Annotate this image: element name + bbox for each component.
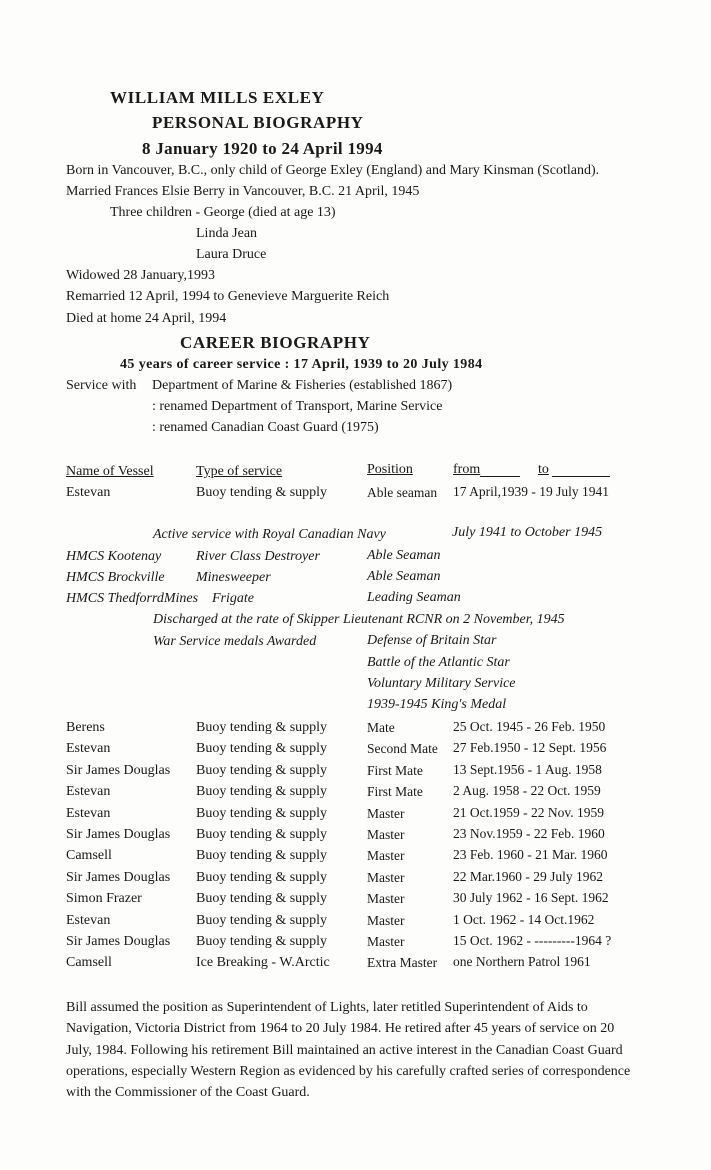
dates-cell: 17 April,1939 - 19 July 1941 (453, 484, 610, 499)
vessel-cell: Camsell (66, 955, 112, 971)
type-cell: Buoy tending & supply (196, 741, 328, 757)
header-rule (480, 476, 520, 477)
died-line: Died at home 24 April, 1994 (66, 311, 227, 326)
closing-paragraph: Bill assumed the position as Superintendent of Lights, later retitled Superintendent of Aids to Navigation, Victoria District from 1964 to 20 July 1984. He retired after 45 years of service on 20 July, 1984. Following his retirement Bill maintained an active interest in the Canadian Coast Guard operations, especially Western Region as evidenced by his carefully crafted series of correspondence with the Commissioner of the Coast Guard. (66, 1000, 631, 1101)
navy-position: Able Seaman (367, 569, 441, 584)
vessel-cell: Estevan (66, 912, 111, 928)
position-cell: Master (367, 869, 405, 885)
dates-cell: 30 July 1962 - 16 Sept. 1962 (453, 890, 609, 906)
dates-cell: 23 Feb. 1960 - 21 Mar. 1960 (453, 847, 608, 863)
navy-type: Minesweeper (196, 570, 271, 585)
header-to: to (538, 462, 549, 477)
position-cell: Master (367, 934, 405, 949)
position-cell: Mate (367, 720, 395, 735)
dates-cell: 21 Oct.1959 - 22 Nov. 1959 (453, 804, 604, 820)
dates-cell: one Northern Patrol 1961 (453, 954, 591, 970)
header-from: from (453, 462, 481, 477)
navy-position: Leading Seaman (367, 590, 461, 605)
navy-type: Frigate (212, 591, 254, 606)
type-cell: Buoy tending & supply (196, 720, 328, 735)
type-cell: Buoy tending & supply (196, 805, 328, 821)
type-cell: Buoy tending & supply (196, 912, 328, 928)
type-cell: Buoy tending & supply (196, 848, 328, 864)
navy-vessel: HMCS ThedforrdMines (66, 591, 199, 606)
navy-vessel: HMCS Brockville (66, 570, 165, 585)
vessel-cell: Estevan (66, 784, 111, 800)
navy-type: River Class Destroyer (196, 549, 320, 564)
vessel-cell: Sir James Douglas (66, 762, 171, 778)
widowed-line: Widowed 28 January,1993 (66, 268, 215, 283)
position-cell: Master (367, 827, 405, 842)
header-vessel: Name of Vessel (66, 464, 154, 479)
vessel-cell: Estevan (66, 741, 111, 757)
type-cell: Ice Breaking - W.Arctic (196, 955, 330, 971)
type-cell: Buoy tending & supply (196, 784, 328, 800)
navy-vessel: HMCS Kootenay (66, 549, 162, 564)
child-name: Linda Jean (196, 226, 258, 241)
vessel-cell: Sir James Douglas (66, 827, 171, 842)
type-cell: Buoy tending & supply (196, 891, 328, 907)
vessel-cell: Sir James Douglas (66, 869, 171, 885)
medal-item: 1939-1945 King's Medal (367, 697, 507, 712)
medals-label: War Service medals Awarded (153, 634, 317, 649)
medal-item: Voluntary Military Service (367, 676, 516, 691)
children-intro: Three children - George (died at age 13) (110, 205, 336, 220)
vessel-cell: Estevan (66, 805, 111, 821)
position-cell: First Mate (367, 762, 423, 778)
dates-cell: 13 Sept.1956 - 1 Aug. 1958 (453, 761, 602, 777)
type-cell: Buoy tending & supply (196, 485, 328, 500)
vessel-cell: Camsell (66, 848, 112, 864)
life-dates: 8 January 1920 to 24 April 1994 (142, 139, 383, 158)
dates-cell: 23 Nov.1959 - 22 Feb. 1960 (453, 826, 605, 841)
position-cell: First Mate (367, 784, 423, 800)
vessel-cell: Berens (66, 720, 105, 735)
dates-cell: 22 Mar.1960 - 29 July 1962 (453, 868, 603, 884)
child-name: Laura Druce (196, 247, 267, 262)
position-cell: Master (367, 805, 405, 821)
personal-biography-title: PERSONAL BIOGRAPHY (152, 113, 364, 132)
position-cell: Master (367, 912, 405, 928)
position-cell: Master (367, 891, 405, 907)
navy-heading: Active service with Royal Canadian Navy (153, 527, 386, 542)
position-cell: Second Mate (367, 741, 438, 757)
type-cell: Buoy tending & supply (196, 869, 328, 885)
dates-cell: 25 Oct. 1945 - 26 Feb. 1950 (453, 719, 606, 734)
header-rule (552, 476, 610, 477)
dates-cell: 27 Feb.1950 - 12 Sept. 1956 (453, 740, 607, 756)
medal-item: Defense of Britain Star (367, 633, 497, 648)
vessel-cell: Sir James Douglas (66, 934, 171, 949)
dates-cell: 1 Oct. 1962 - 14 Oct.1962 (453, 911, 595, 927)
service-line: : renamed Department of Transport, Marine Service (152, 399, 443, 414)
discharged-line: Discharged at the rate of Skipper Lieutenant RCNR on 2 November, 1945 (153, 612, 565, 627)
type-cell: Buoy tending & supply (196, 762, 328, 778)
position-cell: Able seaman (367, 485, 438, 500)
type-cell: Buoy tending & supply (196, 934, 328, 949)
born-line: Born in Vancouver, B.C., only child of George Exley (England) and Mary Kinsman (Scotland). (66, 163, 600, 178)
married-line: Married Frances Elsie Berry in Vancouver, B.C. 21 April, 1945 (66, 184, 420, 199)
header-position: Position (367, 462, 413, 477)
navy-position: Able Seaman (367, 548, 441, 563)
header-type: Type of service (196, 464, 283, 479)
career-subtitle: 45 years of career service : 17 April, 1939 to 20 July 1984 (120, 357, 483, 372)
career-biography-title: CAREER BIOGRAPHY (180, 333, 371, 352)
service-line: Department of Marine & Fisheries (established 1867) (152, 378, 453, 393)
vessel-cell: Estevan (66, 485, 111, 500)
position-cell: Master (367, 848, 405, 864)
position-cell: Extra Master (367, 955, 438, 971)
remarried-line: Remarried 12 April, 1994 to Genevieve Marguerite Reich (66, 289, 390, 304)
navy-dates: July 1941 to October 1945 (452, 525, 603, 540)
service-line: : renamed Canadian Coast Guard (1975) (152, 420, 379, 435)
dates-cell: 2 Aug. 1958 - 22 Oct. 1959 (453, 783, 601, 799)
service-label: Service with (66, 378, 137, 393)
type-cell: Buoy tending & supply (196, 827, 328, 842)
vessel-cell: Simon Frazer (66, 891, 142, 907)
dates-cell: 15 Oct. 1962 - ---------1964 ? (453, 933, 612, 948)
document-name: WILLIAM MILLS EXLEY (110, 88, 325, 107)
medal-item: Battle of the Atlantic Star (367, 655, 510, 670)
